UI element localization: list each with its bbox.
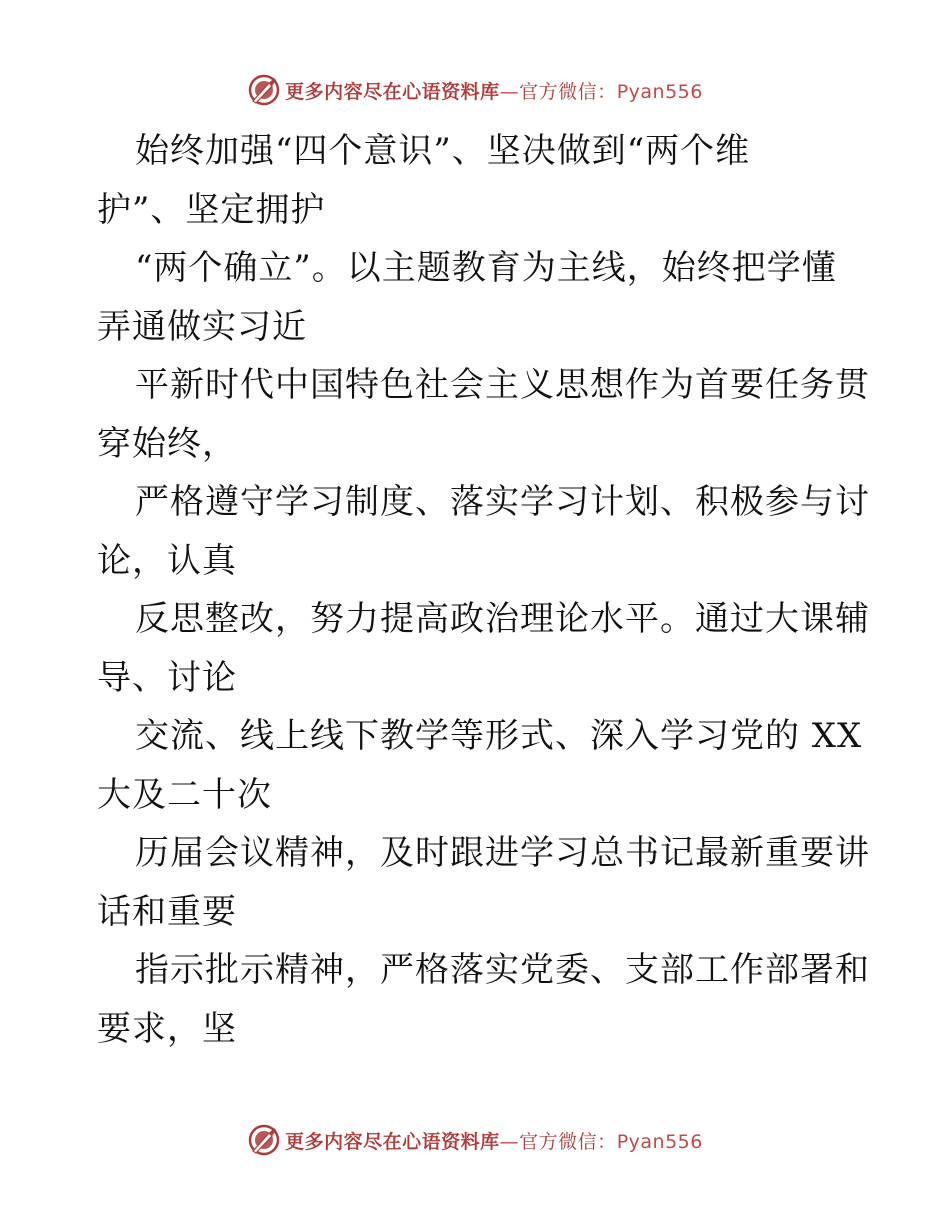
body-line: 平新时代中国特色社会主义思想作为首要任务贯 — [135, 365, 870, 405]
header-separator: — — [499, 80, 520, 103]
body-line: 导、讨论 — [97, 657, 237, 698]
body-line: 大及二十次 — [97, 774, 272, 815]
body-line: 始终加强“四个意识”、坚决做到“两个维 — [135, 131, 751, 171]
body-line: 严格遵守学习制度、落实学习计划、积极参与讨 — [135, 482, 870, 522]
footer-handle: Pyan556 — [616, 1130, 703, 1153]
document-body — [97, 122, 870, 1058]
footer-brand: 更多内容尽在心语资料库 — [285, 1130, 500, 1153]
body-line: 反思整改，努力提高政治理论水平。通过大课辅 — [135, 599, 870, 639]
body-line: 论，认真 — [97, 540, 237, 581]
body-line: “两个确立”。以主题教育为主线，始终把学懂 — [135, 248, 837, 288]
body-line: 话和重要 — [97, 891, 237, 932]
header-text — [285, 77, 703, 104]
body-line: 历届会议精神，及时跟进学习总书记最新重要讲 — [135, 833, 870, 873]
footer-contact: 官方微信： — [519, 1130, 617, 1153]
footer-banner — [0, 1120, 950, 1160]
footer-separator: — — [499, 1130, 520, 1153]
body-line: 护”、坚定拥护 — [97, 189, 326, 230]
header-brand: 更多内容尽在心语资料库 — [285, 80, 500, 103]
header-handle: Pyan556 — [616, 80, 703, 103]
footer-text — [285, 1127, 703, 1154]
quill-pen-logo-icon — [247, 73, 281, 107]
header-banner — [0, 70, 950, 110]
body-line: 交流、线上线下教学等形式、深入学习党的 XX — [135, 716, 863, 756]
body-line: 穿始终， — [97, 423, 237, 464]
quill-pen-logo-icon — [247, 1123, 281, 1157]
body-line: 弄通做实习近 — [97, 306, 307, 347]
header-contact: 官方微信： — [519, 80, 617, 103]
body-line: 指示批示精神，严格落实党委、支部工作部署和 — [135, 950, 870, 990]
body-line: 要求，坚 — [97, 1008, 237, 1049]
